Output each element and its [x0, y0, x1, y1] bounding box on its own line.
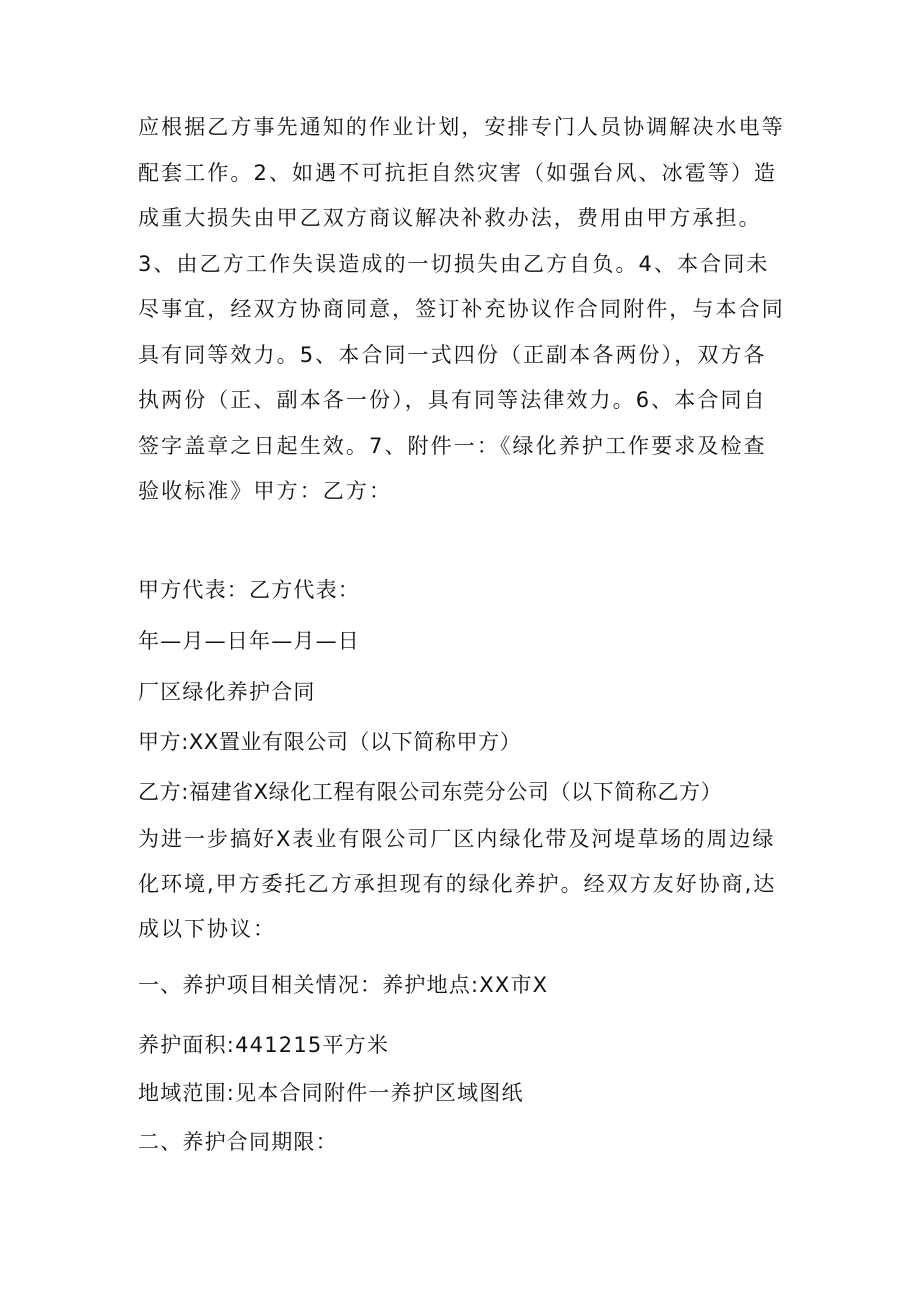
- section-one-heading: 一、养护项目相关情况：养护地点:XX市X: [138, 973, 549, 997]
- dates-line: 年—月—日年—月—日: [138, 629, 360, 653]
- intro-paragraph: 为进一步搞好X表业有限公司厂区内绿化带及河堤草场的周边绿化环境,甲方委托乙方承担现有的绿化养护。经双方友好协商,达成以下协议：: [138, 827, 777, 941]
- section-two-heading: 二、养护合同期限：: [138, 1130, 338, 1154]
- party-b-line: 乙方:福建省X绿化工程有限公司东莞分公司（以下简称乙方）: [138, 780, 723, 804]
- party-a-line: 甲方:XX置业有限公司（以下简称甲方）: [138, 730, 522, 754]
- terms-paragraph: 应根据乙方事先通知的作业计划，安排专门人员协调解决水电等配套工作。2、如遇不可抗拒自然灾害（如强台风、冰雹等）造成重大损失由甲乙双方商议解决补救办法，费用由甲方承担。3、由乙方工作失误造成的一切损失由乙方自负。4、本合同未尽事宜，经双方协商同意，签订补充协议作合同附件，与本合同具有同等效力。5、本合同一式四份（正副本各两份），双方各执两份（正、副本各一份），具有同等法律效力。6、本合同自签字盖章之日起生效。7、附件一：《绿化养护工作要求及检查验收标准》甲方：乙方：: [138, 115, 785, 503]
- representatives-line: 甲方代表：乙方代表：: [138, 578, 360, 602]
- area-line: 养护面积:441215平方米: [138, 1033, 390, 1057]
- contract-title: 厂区绿化养护合同: [138, 680, 316, 704]
- scope-line: 地域范围:见本合同附件一养护区域图纸: [138, 1081, 524, 1105]
